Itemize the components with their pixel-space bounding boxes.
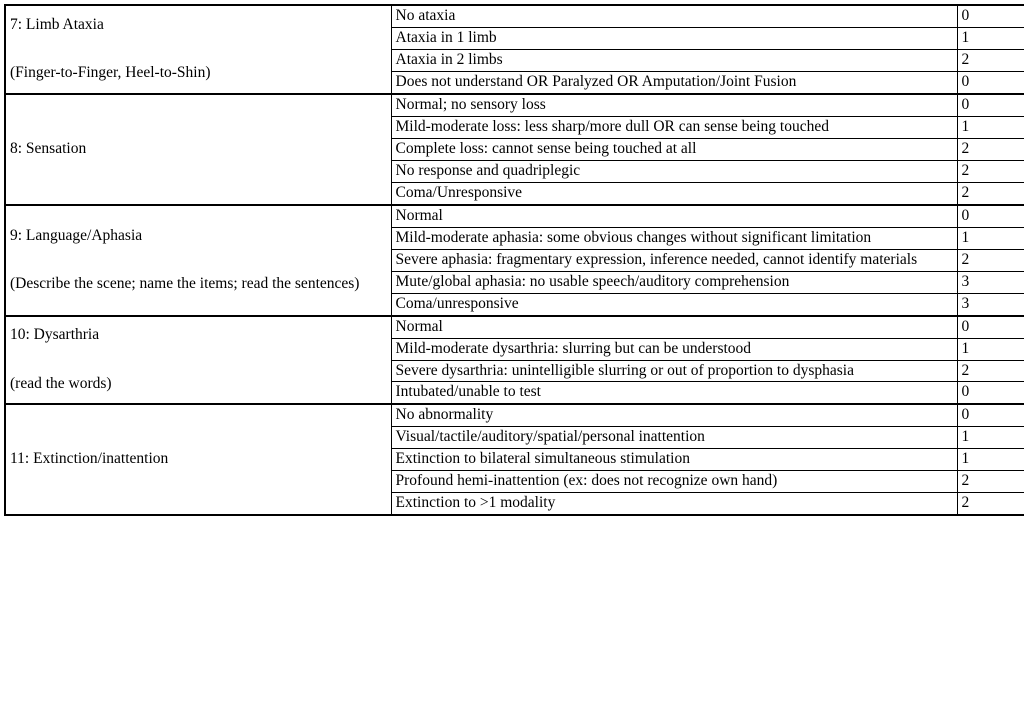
description-cell: Ataxia in 2 limbs: [391, 49, 957, 71]
description-cell: Normal: [391, 205, 957, 227]
description-cell: Extinction to bilateral simultaneous stimulation: [391, 449, 957, 471]
score-cell: 2: [957, 493, 1024, 515]
table-body: [5, 5, 1024, 515]
description-cell: Normal: [391, 316, 957, 338]
score-cell: 1: [957, 427, 1024, 449]
description-cell: No response and quadriplegic: [391, 160, 957, 182]
score-cell: 3: [957, 271, 1024, 293]
item-label-cell-item-7: [5, 5, 391, 94]
description-cell: Visual/tactile/auditory/spatial/personal inattention: [391, 427, 957, 449]
item-subtitle: (Finger-to-Finger, Heel-to-Shin): [10, 64, 211, 82]
nihss-assessment-table: [4, 4, 1024, 516]
description-cell: Intubated/unable to test: [391, 382, 957, 404]
score-cell: 2: [957, 49, 1024, 71]
score-cell: 0: [957, 316, 1024, 338]
table-row: [5, 404, 1024, 426]
score-cell: 1: [957, 27, 1024, 49]
description-cell: Coma/Unresponsive: [391, 182, 957, 204]
score-cell: 2: [957, 471, 1024, 493]
description-cell: No ataxia: [391, 5, 957, 27]
description-cell: Mild-moderate loss: less sharp/more dull OR can sense being touched: [391, 116, 957, 138]
item-title: 7: Limb Ataxia: [10, 15, 104, 33]
item-label-cell-item-9: [5, 205, 391, 316]
table-row: [5, 5, 1024, 27]
description-cell: Mild-moderate aphasia: some obvious changes without significant limitation: [391, 227, 957, 249]
table-row: [5, 94, 1024, 116]
description-cell: Complete loss: cannot sense being touched at all: [391, 138, 957, 160]
description-cell: Severe aphasia: fragmentary expression, inference needed, cannot identify materials: [391, 249, 957, 271]
table-row: [5, 316, 1024, 338]
description-cell: Ataxia in 1 limb: [391, 27, 957, 49]
description-cell: Mute/global aphasia: no usable speech/auditory comprehension: [391, 271, 957, 293]
score-cell: 1: [957, 116, 1024, 138]
description-cell: Does not understand OR Paralyzed OR Amputation/Joint Fusion: [391, 71, 957, 93]
score-cell: 1: [957, 227, 1024, 249]
score-cell: 0: [957, 382, 1024, 404]
description-cell: Severe dysarthria: unintelligible slurring or out of proportion to dysphasia: [391, 360, 957, 382]
description-cell: No abnormality: [391, 404, 957, 426]
item-title: 10: Dysarthria: [10, 326, 100, 344]
score-cell: 2: [957, 360, 1024, 382]
description-cell: Coma/unresponsive: [391, 293, 957, 315]
score-cell: 0: [957, 404, 1024, 426]
score-cell: 0: [957, 205, 1024, 227]
description-cell: Extinction to >1 modality: [391, 493, 957, 515]
score-cell: 0: [957, 71, 1024, 93]
score-cell: 2: [957, 138, 1024, 160]
item-label-cell-item-8: [5, 94, 391, 205]
item-subtitle: (Describe the scene; name the items; read the sentences): [10, 274, 360, 292]
item-label-cell-item-10: [5, 316, 391, 405]
score-cell: 0: [957, 5, 1024, 27]
score-cell: 1: [957, 338, 1024, 360]
item-title: 8: Sensation: [10, 139, 87, 157]
score-cell: 2: [957, 249, 1024, 271]
description-cell: Mild-moderate dysarthria: slurring but can be understood: [391, 338, 957, 360]
table-row: [5, 205, 1024, 227]
item-label-cell-item-11: [5, 404, 391, 515]
score-cell: 2: [957, 160, 1024, 182]
item-subtitle: (read the words): [10, 374, 112, 392]
score-cell: 1: [957, 449, 1024, 471]
score-cell: 2: [957, 182, 1024, 204]
description-cell: Profound hemi-inattention (ex: does not recognize own hand): [391, 471, 957, 493]
item-title: 11: Extinction/inattention: [10, 450, 169, 468]
description-cell: Normal; no sensory loss: [391, 94, 957, 116]
item-title: 9: Language/Aphasia: [10, 226, 143, 244]
score-cell: 3: [957, 293, 1024, 315]
score-cell: 0: [957, 94, 1024, 116]
